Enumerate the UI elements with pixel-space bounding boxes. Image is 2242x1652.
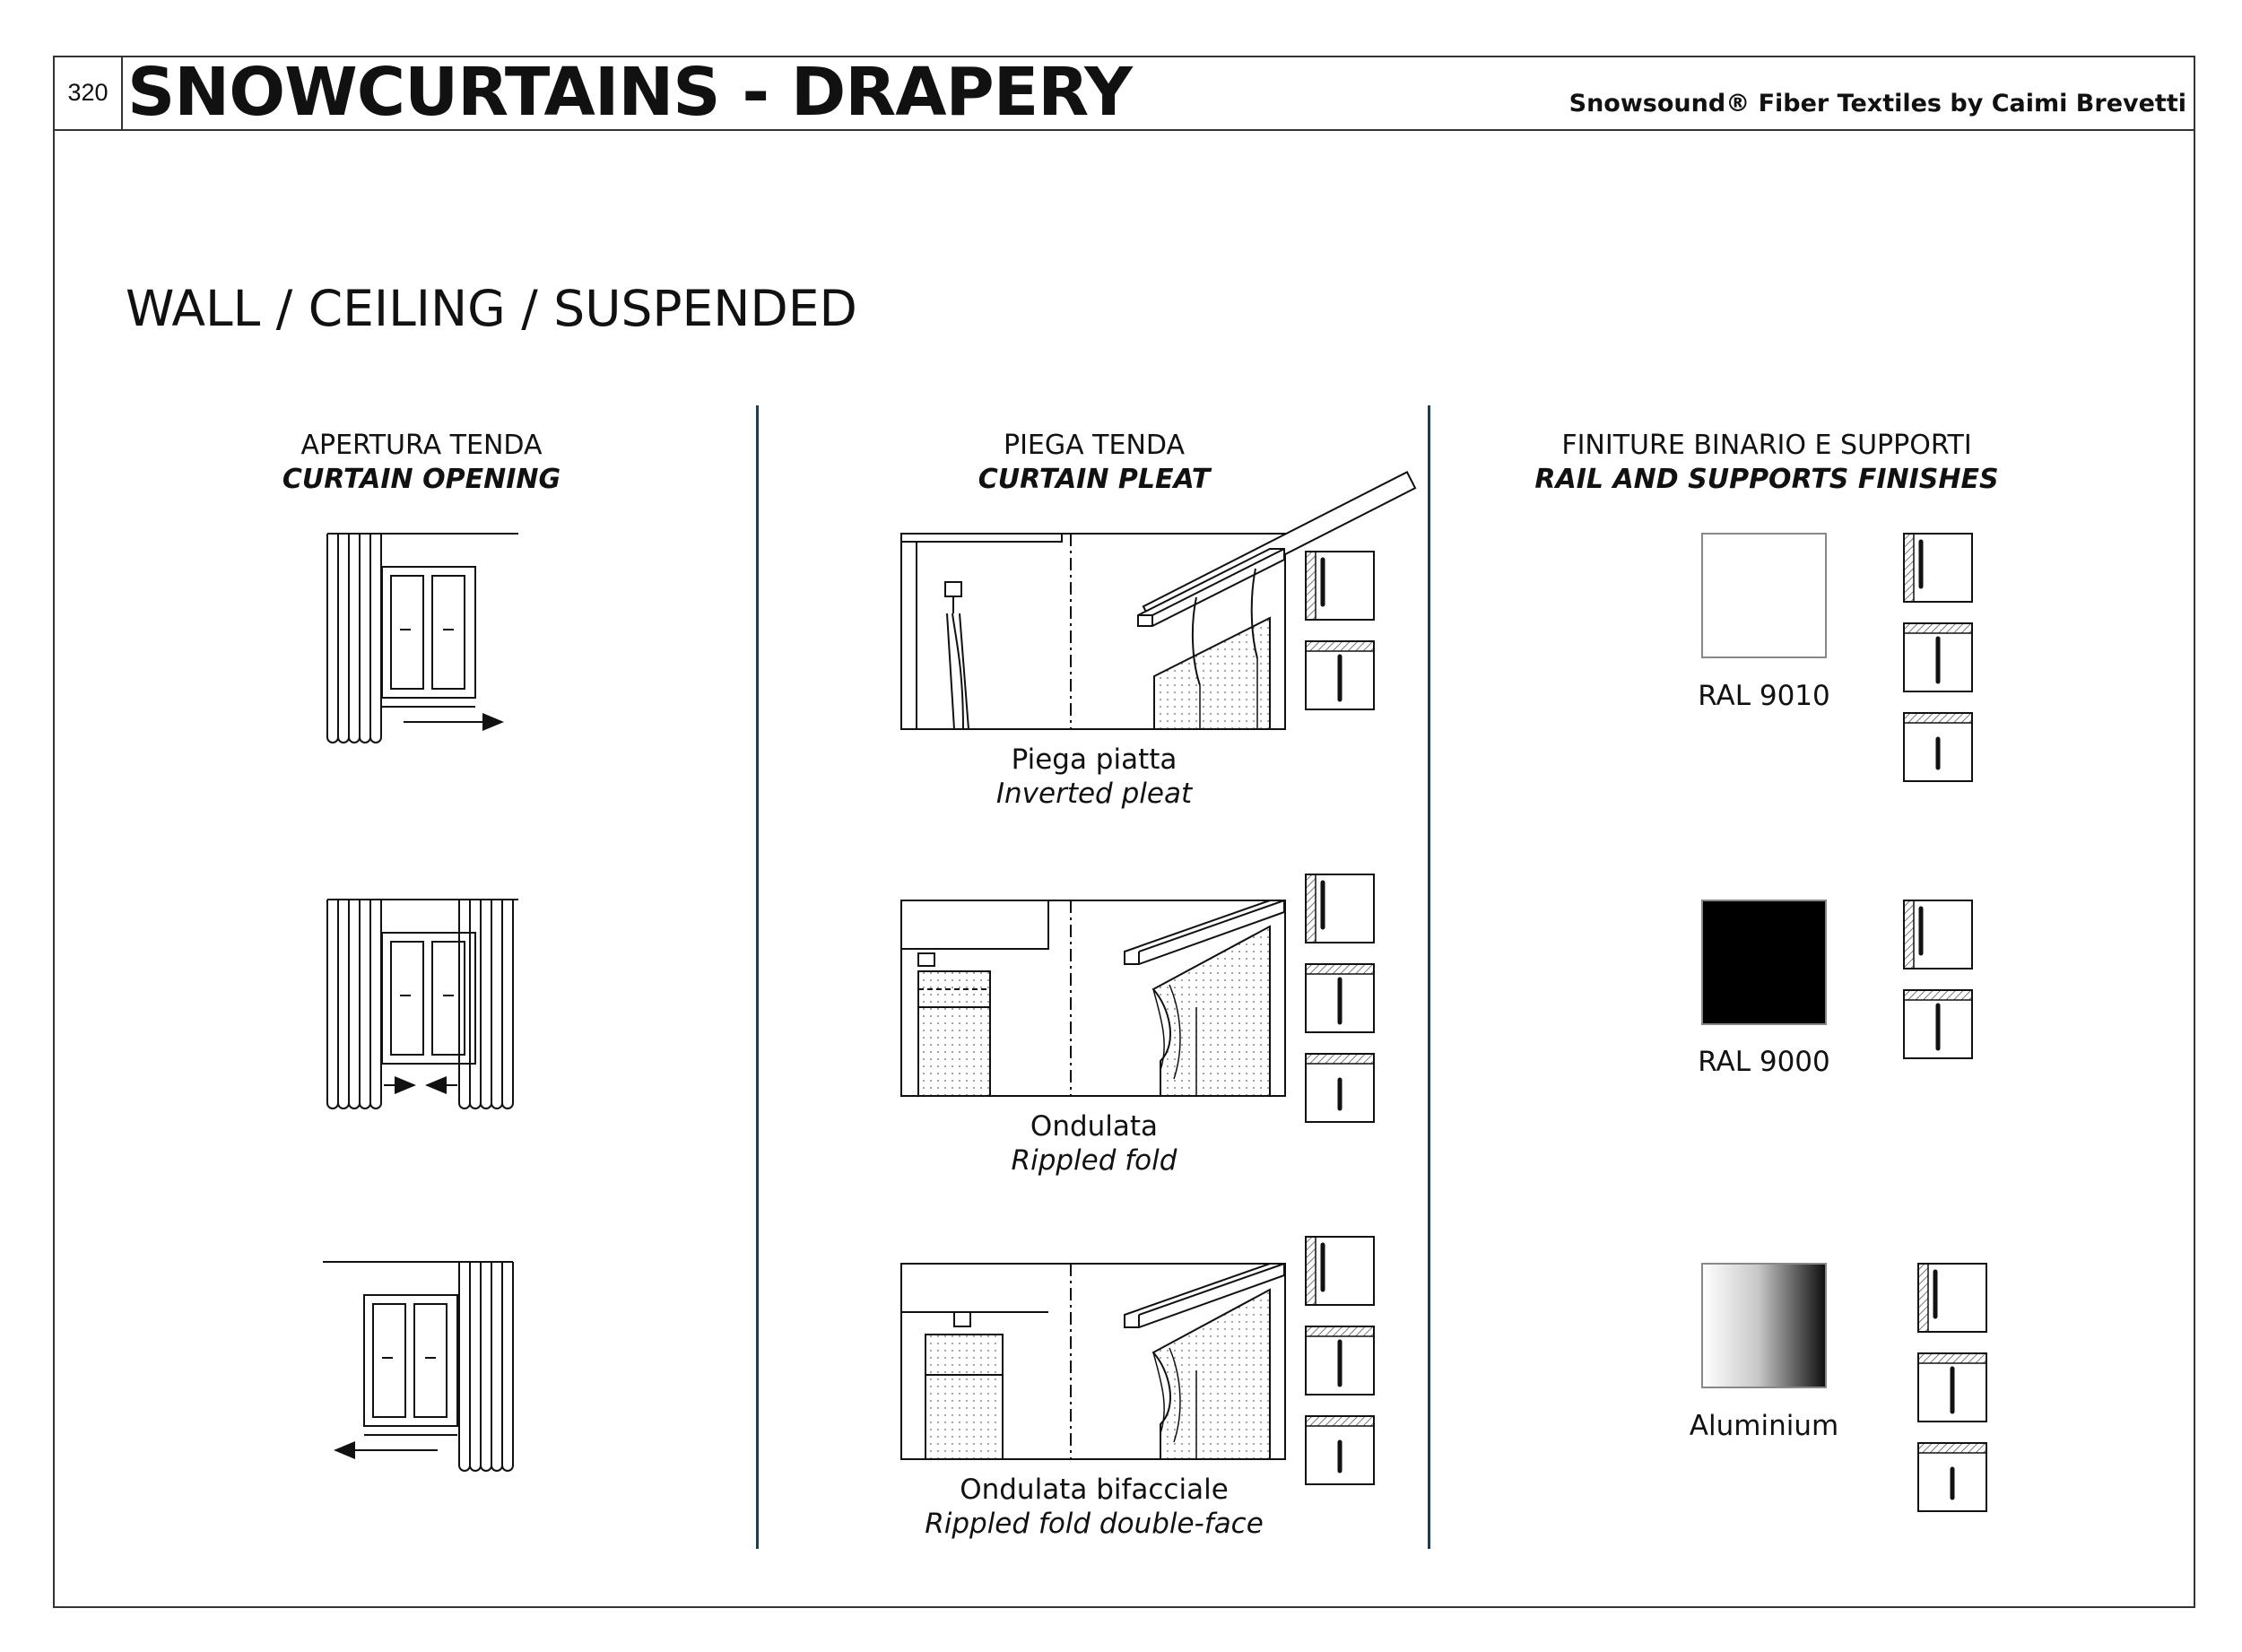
curtain-opening-one-way-right-icon xyxy=(323,529,529,744)
pleat-name-it: Ondulata xyxy=(1030,1110,1159,1143)
pleat-name-en: Rippled fold double-face xyxy=(925,1508,1264,1540)
heading-finishes-en: RAIL AND SUPPORTS FINISHES xyxy=(1534,464,1999,495)
support-ceiling-short-icon xyxy=(1903,712,1973,782)
heading-pleat-it: PIEGA TENDA xyxy=(1003,430,1186,461)
pleat-caption xyxy=(825,1109,1363,1178)
heading-opening-en: CURTAIN OPENING xyxy=(282,464,561,495)
support-ceiling-long-icon xyxy=(1305,1326,1375,1396)
finish-swatch-ral-9010 xyxy=(1701,533,1827,658)
brand-label: Snowsound® Fiber Textiles by Caimi Brevetti xyxy=(1569,90,2186,117)
heading-opening-it: APERTURA TENDA xyxy=(300,430,543,461)
inverted-pleat-diagram xyxy=(900,533,1286,730)
heading-finishes-it: FINITURE BINARIO E SUPPORTI xyxy=(1561,430,1972,461)
pleat-name-it: Ondulata bifacciale xyxy=(960,1474,1229,1506)
support-wall-bracket-icon xyxy=(1305,551,1375,621)
finish-swatch-aluminium xyxy=(1701,1263,1827,1388)
support-wall-bracket-icon xyxy=(1305,1236,1375,1306)
finish-label: RAL 9000 xyxy=(1698,1046,1830,1078)
pleat-name-en: Inverted pleat xyxy=(995,778,1193,810)
finish-label: RAL 9010 xyxy=(1698,680,1830,712)
pleat-name-it: Piega piatta xyxy=(1011,743,1177,776)
support-ceiling-long-icon xyxy=(1917,1352,1987,1422)
support-ceiling-long-icon xyxy=(1305,640,1375,710)
section-title: WALL / CEILING / SUSPENDED xyxy=(126,280,857,337)
support-wall-bracket-icon xyxy=(1917,1263,1987,1333)
support-ceiling-long-icon xyxy=(1305,963,1375,1033)
heading-curtain-pleat xyxy=(753,429,1435,497)
support-ceiling-long-icon xyxy=(1903,989,1973,1059)
finish-swatch-ral-9000 xyxy=(1701,900,1827,1025)
support-wall-bracket-icon xyxy=(1903,900,1973,969)
support-ceiling-long-icon xyxy=(1903,622,1973,692)
page-number: 320 xyxy=(67,78,109,106)
pleat-caption xyxy=(825,743,1363,811)
support-ceiling-short-icon xyxy=(1917,1442,1987,1512)
curtain-opening-center-split-icon xyxy=(323,895,529,1110)
support-wall-bracket-icon xyxy=(1903,533,1973,603)
finish-label: Aluminium xyxy=(1689,1410,1839,1442)
page-number-divider xyxy=(121,56,123,129)
heading-pleat-en: CURTAIN PLEAT xyxy=(978,464,1211,495)
rippled-fold-diagram xyxy=(900,900,1286,1097)
support-wall-bracket-icon xyxy=(1305,874,1375,943)
pleat-name-en: Rippled fold xyxy=(1011,1144,1177,1177)
heading-finishes xyxy=(1426,429,2107,497)
heading-curtain-opening xyxy=(81,429,762,497)
curtain-opening-one-way-left-icon xyxy=(323,1257,529,1473)
pleat-caption xyxy=(825,1473,1363,1541)
column-divider-1 xyxy=(756,405,759,1549)
page-title: SNOWCURTAINS - DRAPERY xyxy=(127,54,1132,131)
rippled-fold-double-face-diagram xyxy=(900,1263,1286,1460)
column-divider-2 xyxy=(1428,405,1430,1549)
